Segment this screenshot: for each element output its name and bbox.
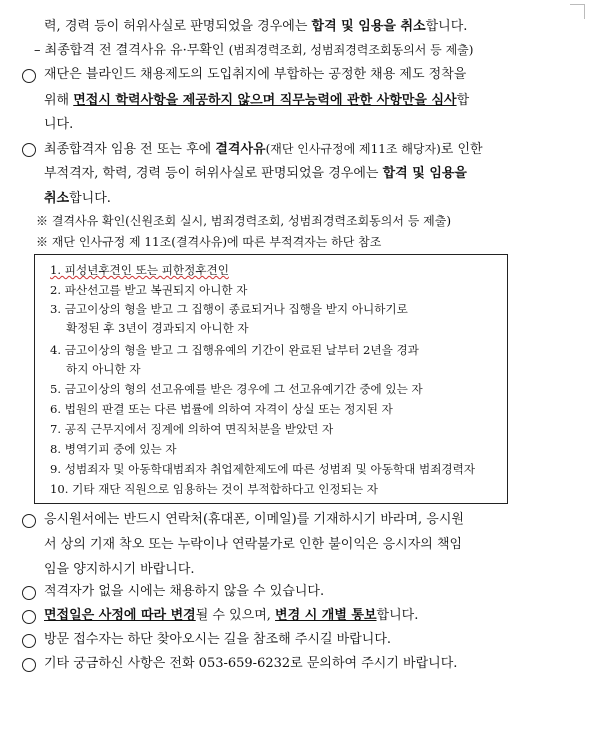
line-disqualification-cont <box>44 18 467 36</box>
page-corner-mark <box>570 4 585 19</box>
bullet-circle-icon <box>22 586 36 600</box>
bold-underlined-text: 변경 시 개별 통보 <box>275 608 377 623</box>
text: 로 인한 <box>440 142 483 157</box>
box-item: 3. 금고이상의 형을 받고 그 집행이 종료되거나 집행을 받지 아니하기로 <box>50 302 408 316</box>
bold-underlined-text: 면접시 학력사항을 제공하지 않으며 직무능력에 관한 사항만을 심사 <box>73 93 457 108</box>
p2-line1 <box>44 140 483 159</box>
bullet-circle-icon <box>22 514 36 528</box>
text: 부적격자, 학력, 경력 등이 허위사실로 판명되었을 경우에는 <box>44 166 383 181</box>
text: 합니다. <box>376 608 419 623</box>
small-text: (재단 인사규정에 제11조 해당자) <box>265 142 441 156</box>
small-text: (범죄경력조회, 성범죄경력조회동의서 등 제출) <box>228 43 474 57</box>
bold-text: 합격 및 임용을 취소 <box>311 19 426 34</box>
box-item: 2. 파산선고를 받고 복권되지 아니한 자 <box>50 283 248 297</box>
box-item-cont: 하지 아니한 자 <box>66 362 141 376</box>
box-item: 7. 공직 근무지에서 징계에 의하여 면직처분을 받았던 자 <box>50 422 334 436</box>
p2-line3 <box>44 190 111 208</box>
bullet-circle-icon <box>22 658 36 672</box>
p7-line: 기타 궁금하신 사항은 전화 053-659-6232로 문의하여 주시기 바랍니다. <box>44 656 458 671</box>
text: 합니다. <box>69 191 111 206</box>
note-reference: ※ 재단 인사규정 제 11조(결격사유)에 따른 부적격자는 하단 참조 <box>36 235 382 249</box>
bold-text: 합격 및 임용을 <box>382 166 467 181</box>
bold-underlined-text: 면접일은 사정에 따라 변경 <box>44 608 196 623</box>
box-item: 10. 기타 재단 직원으로 임용하는 것이 부적합하다고 인정되는 자 <box>50 482 378 496</box>
bullet-circle-icon <box>22 610 36 624</box>
text: 최종합격자 임용 전 또는 후에 <box>44 142 216 157</box>
p2-line2 <box>44 165 467 183</box>
p1-line2 <box>44 92 469 110</box>
box-item <box>50 262 229 278</box>
text: 될 수 있으며, <box>195 608 276 623</box>
p4-line: 적격자가 없을 시에는 채용하지 않을 수 있습니다. <box>44 584 325 599</box>
box-item: 4. 금고이상의 형을 받고 그 집행유예의 기간이 완료된 날부터 2년을 경과 <box>50 343 419 357</box>
p3-line1: 응시원서에는 반드시 연락처(휴대폰, 이메일)를 기재하시기 바라며, 응시원 <box>44 512 464 527</box>
bold-text: 취소 <box>44 191 70 206</box>
text: 합니다. <box>425 19 468 34</box>
text: 1. 피성년후견인 또는 피한정후견인 <box>50 263 229 277</box>
note-check: ※ 결격사유 확인(신원조회 실시, 범죄경력조회, 성범죄경력조회동의서 등 제출) <box>36 214 452 228</box>
p3-line2: 서 상의 기재 착오 또는 누락이나 연락불가로 인한 불이익은 응시자의 책임 <box>44 537 463 552</box>
text: 력, 경력 등이 허위사실로 판명되었을 경우에는 <box>44 19 312 34</box>
box-item-cont: 확정된 후 3년이 경과되지 아니한 자 <box>66 321 249 335</box>
p6-line: 방문 접수자는 하단 찾아오시는 길을 참조해 주시길 바랍니다. <box>44 632 392 647</box>
bullet-circle-icon <box>22 69 36 83</box>
text: 위해 <box>44 93 74 108</box>
p1-line1: 재단은 블라인드 채용제도의 도입취지에 부합하는 공정한 채용 제도 정착을 <box>44 67 467 82</box>
box-item: 5. 금고이상의 형의 선고유예를 받은 경우에 그 선고유예기간 중에 있는 자 <box>50 382 423 396</box>
text: – 최종합격 전 결격사유 유·무확인 <box>34 43 229 58</box>
bullet-circle-icon <box>22 143 36 157</box>
bold-text: 결격사유 <box>215 142 266 157</box>
box-item: 6. 법원의 판결 또는 다른 법률에 의하여 자격이 상실 또는 정지된 자 <box>50 402 393 416</box>
p5-line <box>44 607 418 625</box>
line-final-check <box>34 41 473 60</box>
bullet-circle-icon <box>22 634 36 648</box>
p1-line3: 니다. <box>44 117 74 132</box>
text: 합 <box>456 93 470 108</box>
box-item: 8. 병역기피 중에 있는 자 <box>50 442 177 456</box>
p3-line3: 임을 양지하시기 바랍니다. <box>44 562 195 577</box>
box-item: 9. 성범죄자 및 아동학대범죄자 취업제한제도에 따른 성범죄 및 아동학대 범죄경력자 <box>50 462 476 476</box>
